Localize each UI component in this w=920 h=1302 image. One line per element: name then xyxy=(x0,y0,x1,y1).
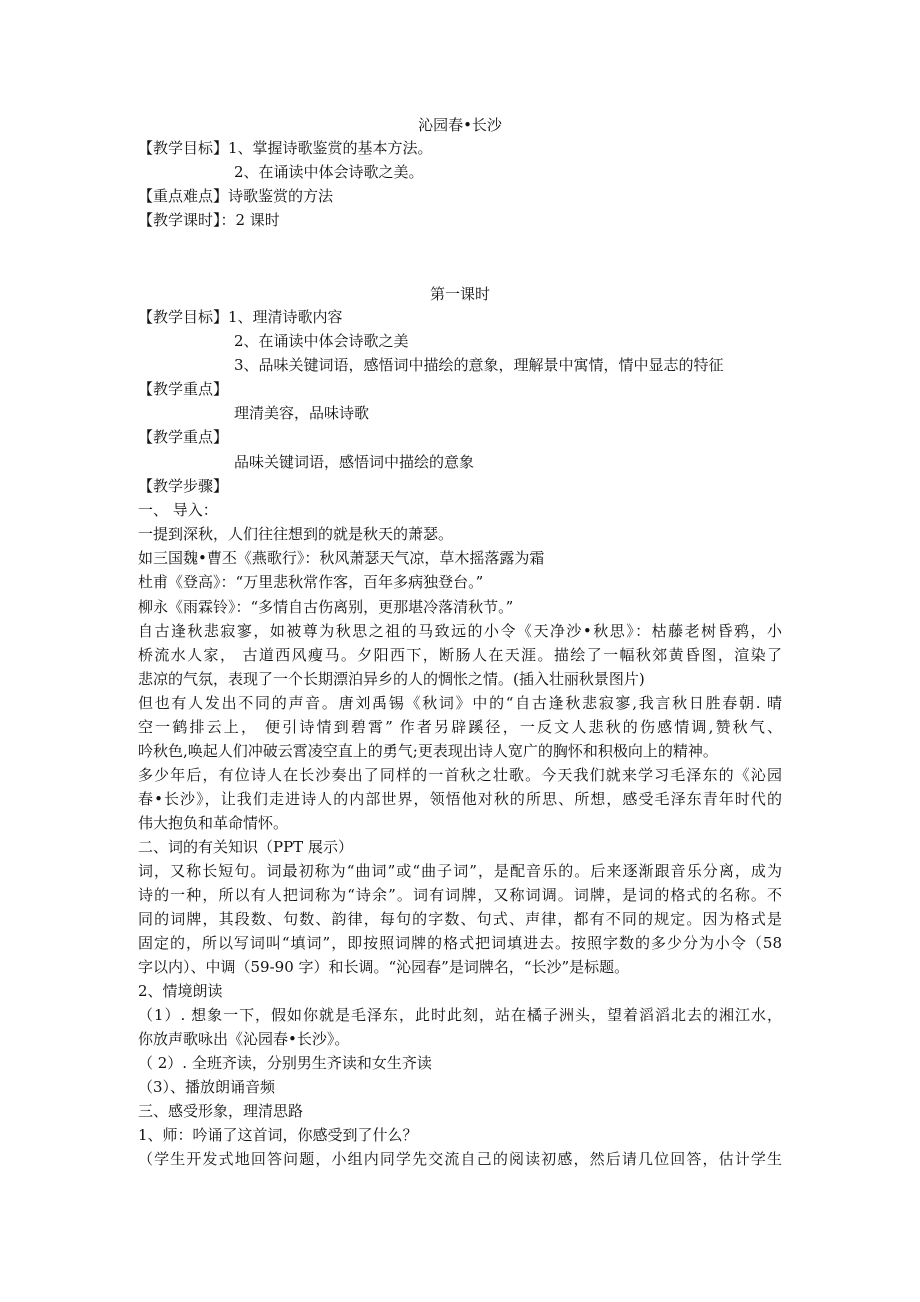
lesson-goal-line: 3、品味关键词语，感悟词中描绘的意象，理解景中寓情，情中显志的特征 xyxy=(234,356,724,374)
steps-heading: 【教学步骤】 xyxy=(138,477,229,495)
body-line: 但也有人发出不同的声音。唐刘禹锡《秋词》中的“自古逢秋悲寂寥,我言秋日胜春朝. 晴 xyxy=(138,694,782,712)
body-line: 自古逢秋悲寂寥，如被尊为秋思之祖的马致远的小令《天净沙•秋思》：枯藤老树昏鸦，小 xyxy=(138,622,782,640)
body-line: 固定的，所以写词叫“填词”，即按照词牌的格式把词填进去。按照字数的多少分为小令（58 xyxy=(138,934,782,952)
body-line: 春•长沙》，让我们走进诗人的内部世界，领悟他对秋的所思、所想，感受毛泽东青年时代的 xyxy=(138,790,782,808)
focus-text: 品味关键词语，感悟词中描绘的意象 xyxy=(234,453,475,471)
body-line: 2、情境朗读 xyxy=(138,982,223,1000)
body-line: 悲凉的气氛，表现了一个长期漂泊异乡的人的惆怅之情。(插入壮丽秋景图片) xyxy=(138,670,645,688)
body-line: 一提到深秋，人们往往想到的就是秋天的萧瑟。 xyxy=(138,525,454,543)
body-line: （1）. 想象一下，假如你就是毛泽东，此时此刻，站在橘子洲头，望着滔滔北去的湘江水， xyxy=(138,1006,782,1024)
body-line: 空一鹤排云上， 便引诗情到碧霄” 作者另辟蹊径，一反文人悲秋的伤感情调,赞秋气、 xyxy=(138,718,782,736)
body-line: 一、 导入： xyxy=(138,501,218,519)
difficulty-line: 【重点难点】诗歌鉴赏的方法 xyxy=(138,187,334,205)
doc-title: 沁园春•长沙 xyxy=(418,116,502,134)
focus-heading: 【教学重点】 xyxy=(138,380,229,398)
goal-line: 【教学目标】1、掌握诗歌鉴赏的基本方法。 xyxy=(138,139,433,157)
body-line: 柳永《雨霖铃》：“多情自古伤离别，更那堪冷落清秋节。” xyxy=(138,598,514,616)
hours-line: 【教学课时】：2 课时 xyxy=(138,211,280,229)
body-line: 1、师：吟诵了这首词，你感受到了什么？ xyxy=(138,1126,418,1144)
body-line: 多少年后，有位诗人在长沙奏出了同样的一首秋之壮歌。今天我们就来学习毛泽东的《沁园 xyxy=(138,766,782,784)
body-line: 吟秋色,唤起人们冲破云霄凌空直上的勇气;更表现出诗人宽广的胸怀和积极向上的精神。 xyxy=(138,742,718,760)
lesson-title: 第一课时 xyxy=(429,285,490,303)
body-line: （ 2）. 全班齐读，分别男生齐读和女生齐读 xyxy=(138,1054,432,1072)
lesson-goal-line: 【教学目标】1、理清诗歌内容 xyxy=(138,308,343,326)
goal-line: 2、在诵读中体会诗歌之美。 xyxy=(234,163,424,181)
body-line: 三、感受形象，理清思路 xyxy=(138,1102,304,1120)
body-line: 伟大抱负和革命情怀。 xyxy=(138,814,289,832)
body-line: 你放声歌咏出《沁园春•长沙》。 xyxy=(138,1030,350,1048)
body-line: 杜甫《登高》：“万里悲秋常作客，百年多病独登台。” xyxy=(138,573,484,591)
body-line: 诗的一种，所以有人把词称为“诗余”。词有词牌，又称词调。词牌，是词的格式的名称。不 xyxy=(138,886,782,904)
body-line: 如三国魏•曹丕《燕歌行》：秋风萧瑟天气凉，草木摇落露为霜 xyxy=(138,549,545,567)
body-line: 二、词的有关知识（PPT 展示） xyxy=(138,838,353,856)
body-line: 词，又称长短句。词最初称为“曲词”或“曲子词”，是配音乐的。后来逐渐跟音乐分离，成为 xyxy=(138,862,782,880)
focus-text: 理清美容，品味诗歌 xyxy=(234,404,370,422)
body-line: 字以内）、中调（59-90 字）和长调。“沁园春”是词牌名，“长沙”是标题。 xyxy=(138,958,630,976)
body-line: 桥流水人家， 古道西风瘦马。夕阳西下，断肠人在天涯。描绘了一幅秋郊黄昏图，渲染了 xyxy=(138,646,782,664)
lesson-goal-line: 2、在诵读中体会诗歌之美 xyxy=(234,332,409,350)
focus-heading: 【教学重点】 xyxy=(138,428,229,446)
body-line: （3）、播放朗诵音频 xyxy=(138,1078,276,1096)
body-line: 同的词牌，其段数、句数、韵律，每句的字数、句式、声律，都有不同的规定。因为格式是 xyxy=(138,910,782,928)
body-line: （学生开发式地回答问题，小组内同学先交流自己的阅读初感，然后请几位回答，估计学生 xyxy=(138,1150,782,1168)
